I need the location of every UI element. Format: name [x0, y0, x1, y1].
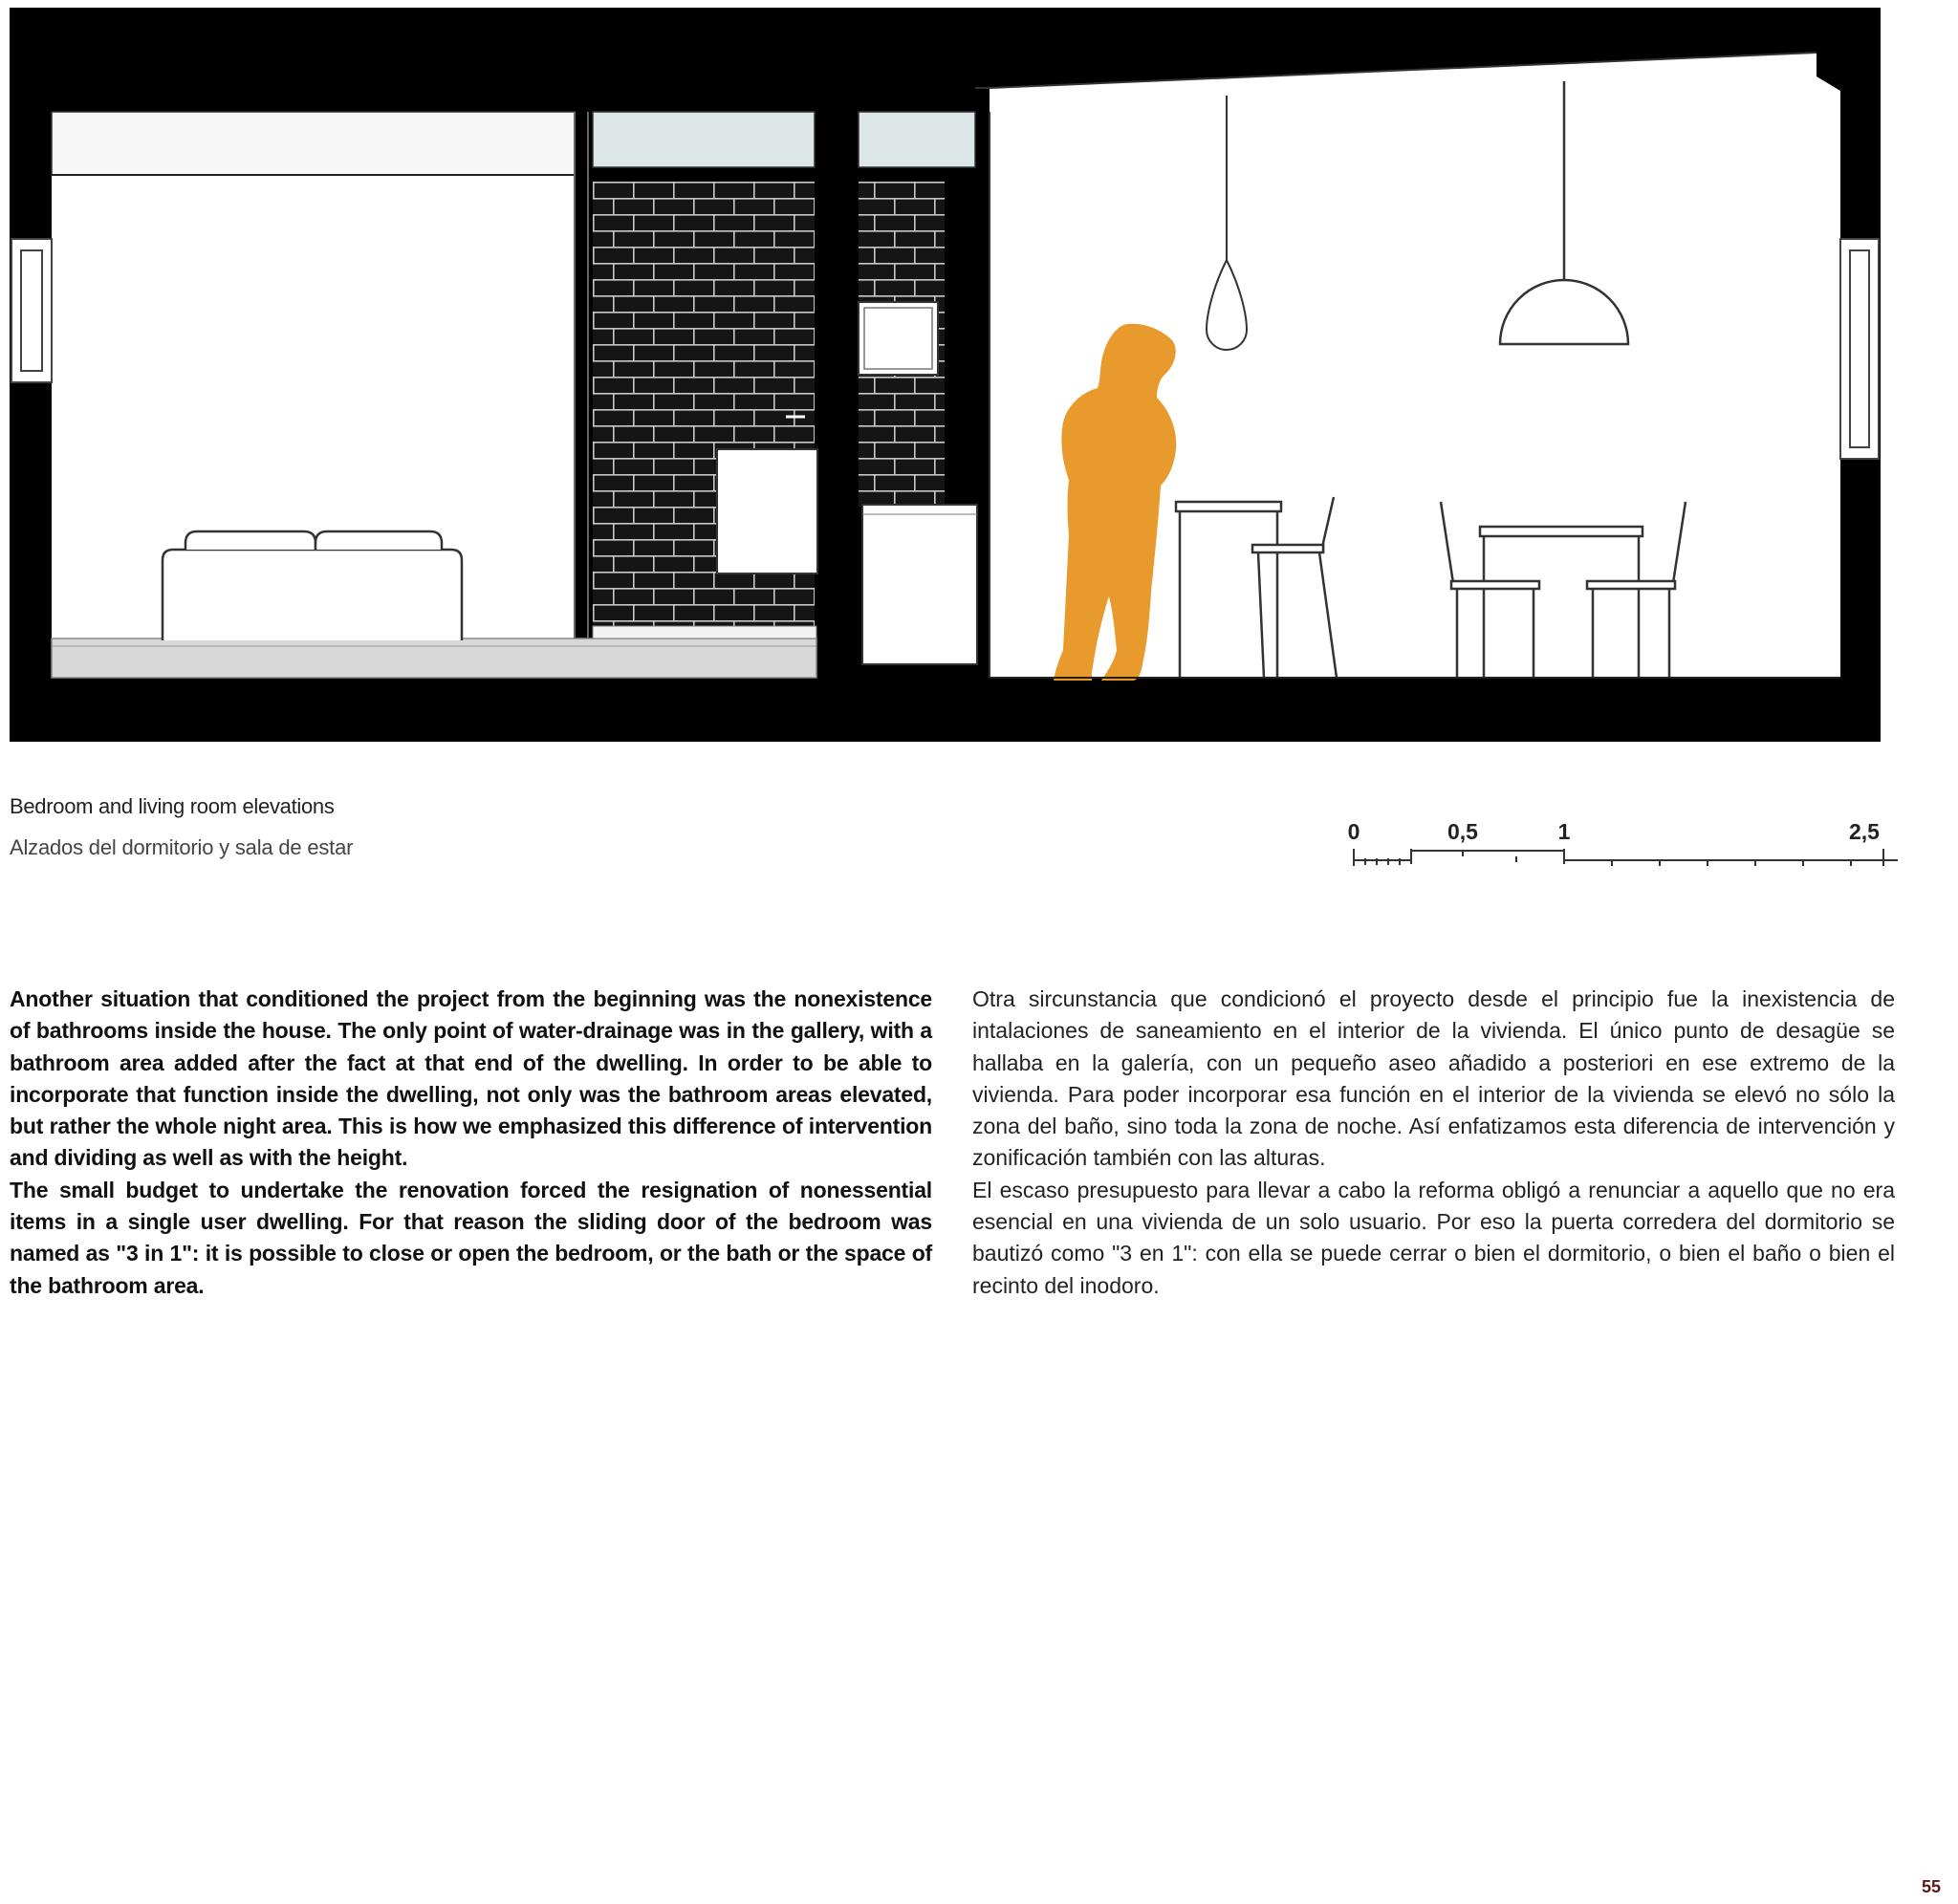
- bathroom-glass-transom: [593, 112, 815, 167]
- bed: [163, 531, 462, 640]
- paragraph: Otra sircunstancia que condicionó el proyecto desde el principio fue la inexistencia de intalaciones de saneamiento en el interior de la vivienda. El único punto de desagüe se hallaba en la galería, con un pequeño aseo añadido a posteriori en ese extremo de la vivienda. Para poder incorporar esa función en el interior de la vivienda se elevó no sólo la zona del baño, sino toda la zona de noche. Así enfatizamos esta diferencia de intervención y zonificación también con las alturas.: [972, 986, 1895, 1171]
- kitchen-glass-transom: [859, 112, 975, 167]
- figure-caption-english: Bedroom and living room elevations: [10, 794, 335, 818]
- right-window: [1840, 239, 1879, 459]
- bedroom-floor-band: [52, 638, 816, 678]
- elevation-drawing: [10, 8, 1881, 742]
- bedroom-upper-band: [52, 112, 575, 175]
- left-window: [11, 239, 52, 382]
- body-text-english: [10, 984, 932, 1302]
- paragraph: Another situation that conditioned the project from the beginning was the nonexistence of bathrooms inside the house. The only point of water-drainage was in the gallery, with a bathroom area added after the fact at that end of the dwelling. In order to be able to incorporate that function inside the dwelling, not only was the bathroom areas elevated, but rather the whole night area. This is how we emphasized this difference of intervention and dividing as well as with the height.: [10, 986, 932, 1171]
- kitchen-cabinet: [862, 505, 977, 664]
- scale-label: 2,5: [1849, 819, 1880, 844]
- scale-label: 0: [1347, 819, 1360, 844]
- washbasin-cabinet: [717, 449, 817, 573]
- body-text-spanish: [972, 984, 1895, 1302]
- figure-caption-spanish: Alzados del dormitorio y sala de estar: [10, 835, 354, 859]
- paragraph: El escaso presupuesto para llevar a cabo la reforma obligó a renunciar a aquello que no era esencial en una vivienda de un solo usuario. Por eso la puerta corredera del dormitorio se bautizó como "3 en 1": con ella se puede cerrar o bien el dormitorio, o bien el baño o bien el recinto del inodoro.: [972, 1177, 1895, 1298]
- kitchen-mirror: [859, 302, 938, 375]
- page-number: 55: [1921, 1877, 1941, 1896]
- scale-label: 0,5: [1447, 819, 1478, 844]
- scale-label: 1: [1557, 819, 1571, 844]
- scale-bar: [1338, 814, 1903, 870]
- paragraph: The small budget to undertake the renovation forced the resignation of nonessential items in a single user dwelling. For that reason the sliding door of the bedroom was named as "3 in 1": it is possible to close or open the bedroom, or the bath or the space of the bathroom area.: [10, 1177, 932, 1298]
